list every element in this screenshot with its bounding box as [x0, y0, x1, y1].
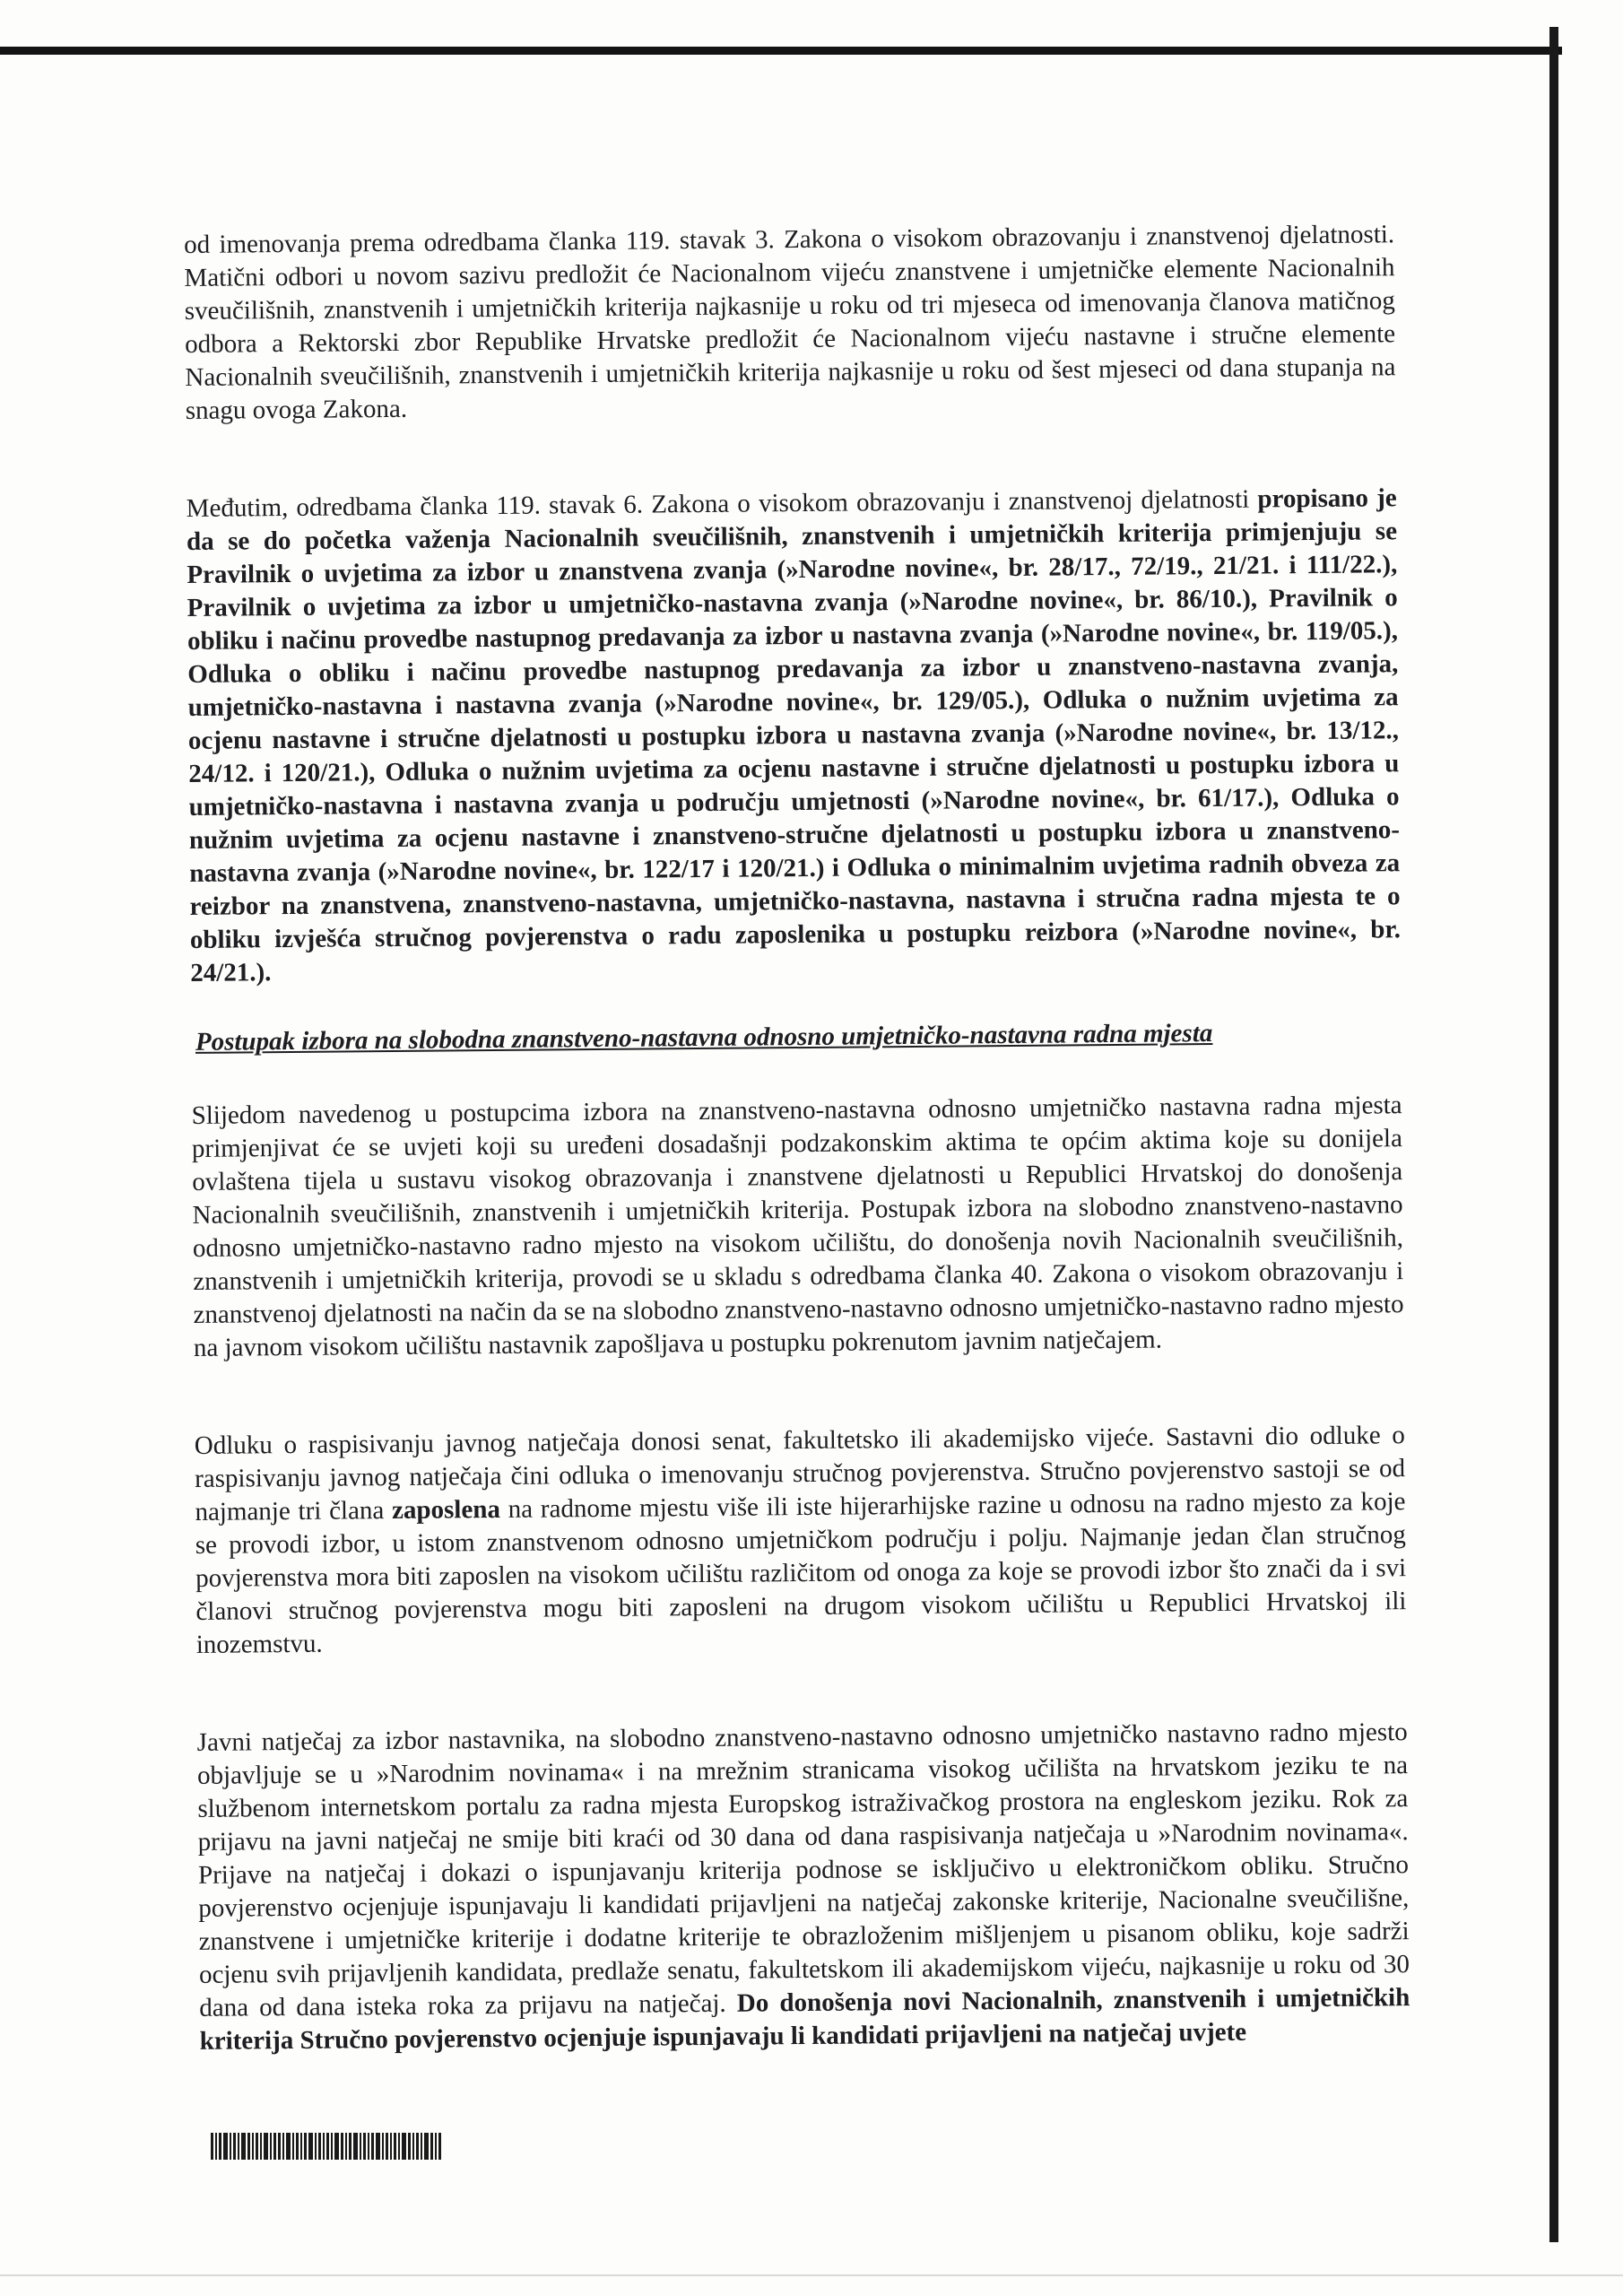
text-run: Međutim, odredbama članka 119. stavak 6. Zakona o visokom obrazovanju i znanstvenoj djelatnosti — [186, 484, 1258, 523]
text-run: Javni natječaj za izbor nastavnika, na slobodno znanstveno-nastavno odnosno umjetničko nastavno radno mjesto objavljuje se u »Narodnim novinama« i na mrežnim stranicama visokog učilišta na hrvatskom jeziku te na službenom internetskom portalu za radna mjesta Europskog istraživačkog prostora na engleskom jeziku. Rok za prijavu na javni natječaj ne smije biti kraći od 30 dana od dana raspisivanja natječaja u »Narodnim novinama«. Prijave na natječaj i dokazi o ispunjavanju kriterija podnose se isključivo u elektroničkom obliku. Stručno povjerenstvo ocjenjuje ispunjavaju li kandidati prijavljeni na natječaj zakonske kriterije, Nacionalne sveučilišne, znanstvene i umjetničke kriterije i dodatne kriterije te obrazloženim mišljenjem u pisanom obliku, koje sadrži ocjenu svih prijavljenih kandidata, predlaže senatu, fakultetskom ili akademijskom vijeću, najkasnije u roku od 30 dana od dana isteka roka za prijavu na natječaj. — [196, 1718, 1410, 2022]
text-run: zaposlena — [391, 1494, 501, 1526]
text-run: na radnome mjestu više ili iste hijerarhijske razine u odnosu na radno mjesto za koje se provodi izbor, u istom znanstvenom odnosno umjetničkom području i polju. Najmanje jedan član stručnog povjerenstva mora biti zaposlen na visokom učilištu različitom od onoga za koje se provodi izbor što znači da i svi članovi stručnog povjerenstva mogu biti zaposleni na drugom visokom učilištu u Republici Hrvatskoj ili inozemstvu. — [195, 1487, 1407, 1659]
scan-edge-top — [0, 47, 1562, 55]
text-run: Odluku o raspisivanju javnog natječaja donosi senat, fakultetsko ili akademijsko vijeće. Sastavni dio odluke o raspisivanju javnog natječaja čini odluka o imenovanju stručnog povjerenstva. Stručno povjerenstvo sastoji se od najmanje tri člana — [194, 1421, 1406, 1526]
text-run: propisano je da se do početka važenja Nacionalnih sveučilišnih, znanstvenih i umjetničkih kriterija primjenjuju se Pravilnik o uvjetima za izbor u znanstvena zvanja (»Narodne novine«, br. 28/17., 72/19., 21/21. i 111/22.), Pravilnik o uvjetima za izbor u umjetničko-nastavna zvanja (»Narodne novine«, br. 86/10.), Pravilnik o obliku i načinu provedbe nastupnog predavanja za izbor u nastavna zvanja (»Narodne novine«, br. 119/05.), Odluka o obliku i načinu provedbe nastupnog predavanja za izbor u znanstveno-nastavna zvanja, umjetničko-nastavna i nastavna zvanja (»Narodne novine«, br. 129/05.), Odluka o nužnim uvjetima za ocjenu nastavne i stručne djelatnosti u postupku izbora u nastavna zvanja (»Narodne novine«, br. 13/12., 24/12. i 120/21.), Odluka o nužnim uvjetima za ocjenu nastavne i stručne djelatnosti u postupku izbora u umjetničko-nastavna i nastavna zvanja u području umjetnosti (»Narodne novine«, br. 61/17.), Odluka o nužnim uvjetima za ocjenu nastavne i znanstveno-stručne djelatnosti u postupku izbora u znanstveno-nastavna zvanja (»Narodne novine«, br. 122/17 i 120/21.) i Odluka o minimalnim uvjetima radnih obveza za reizbor na znanstvena, znanstveno-nastavna, umjetničko-nastavna, nastavna i stručna radna mjesta te o obliku izvješća stručnog povjerenstva o radu zaposlenika u postupku reizbora (»Narodne novine«, br. 24/21.). — [186, 483, 1402, 987]
paragraph-strucno-povjerenstvo — [195, 1419, 1407, 1662]
paragraph-javni-natjecaj — [197, 1716, 1410, 2058]
text-run: Slijedom navedenog u postupcima izbora na znanstveno-nastavna odnosno umjetničko nastavna radna mjesta primjenjivat će se uvjeti koji su uređeni dosadašnji podzakonskim aktima te općim aktima koje su donijela ovlaštena tijela u sustavu visokog obrazovanja i znanstvene djelatnosti u Republici Hrvatskoj do donošenja Nacionalnih sveučilišnih, znanstvenih i umjetničkih kriterija. Postupak izbora na slobodno znanstveno-nastavno odnosno umjetničko-nastavno radno mjesto na visokom učilištu, do donošenja novih Nacionalnih sveučilišnih, znanstvenih i umjetničkih kriterija, provodi se u skladu s odredbama članka 40. Zakona o visokom obrazovanju i znanstvenoj djelatnosti na način da se na slobodno znanstveno-nastavno odnosno umjetničko-nastavno radno mjesto na javnom visokom učilištu nastavnik zapošljava u postupku pokrenutom javnim natječajem. — [191, 1091, 1404, 1362]
document-page — [184, 218, 1410, 2058]
paragraph-zakon-imenovanje — [184, 218, 1396, 428]
paragraph-postupak-izbora — [191, 1089, 1404, 1365]
barcode-image — [211, 2133, 455, 2160]
scan-edge-bottom — [0, 2274, 1623, 2276]
scan-edge-right — [1549, 27, 1558, 2242]
section-heading: Postupak izbora na slobodna znanstveno-nastavna odnosno umjetničko-nastavna radna mjesta — [195, 1019, 1213, 1057]
paragraph-pravilnici-primjena — [187, 482, 1402, 990]
text-run: Do donošenja novi Nacionalnih, znanstvenih i umjetničkih kriterija Stručno povjerenstvo ocjenjuje ispunjavaju li kandidati prijavljeni na natječaj uvjete — [199, 1983, 1410, 2056]
text-run: od imenovanja prema odredbama članka 119. stavak 3. Zakona o visokom obrazovanju i znanstvenoj djelatnosti. Matični odbori u novom sazivu predložit će Nacionalnom vijeću znanstvene i umjetničke elemente Nacionalnih sveučilišnih, znanstvenih i umjetničkih kriterija najkasnije u roku od tri mjeseca od imenovanja članova matičnog odbora a Rektorski zbor Republike Hrvatske predložit će Nacionalnom vijeću nastavne i stručne elemente Nacionalnih sveučilišnih, znanstvenih i umjetničkih kriterija najkasnije u roku od šest mjeseci od dana stupanja na snagu ovoga Zakona. — [184, 220, 1396, 425]
